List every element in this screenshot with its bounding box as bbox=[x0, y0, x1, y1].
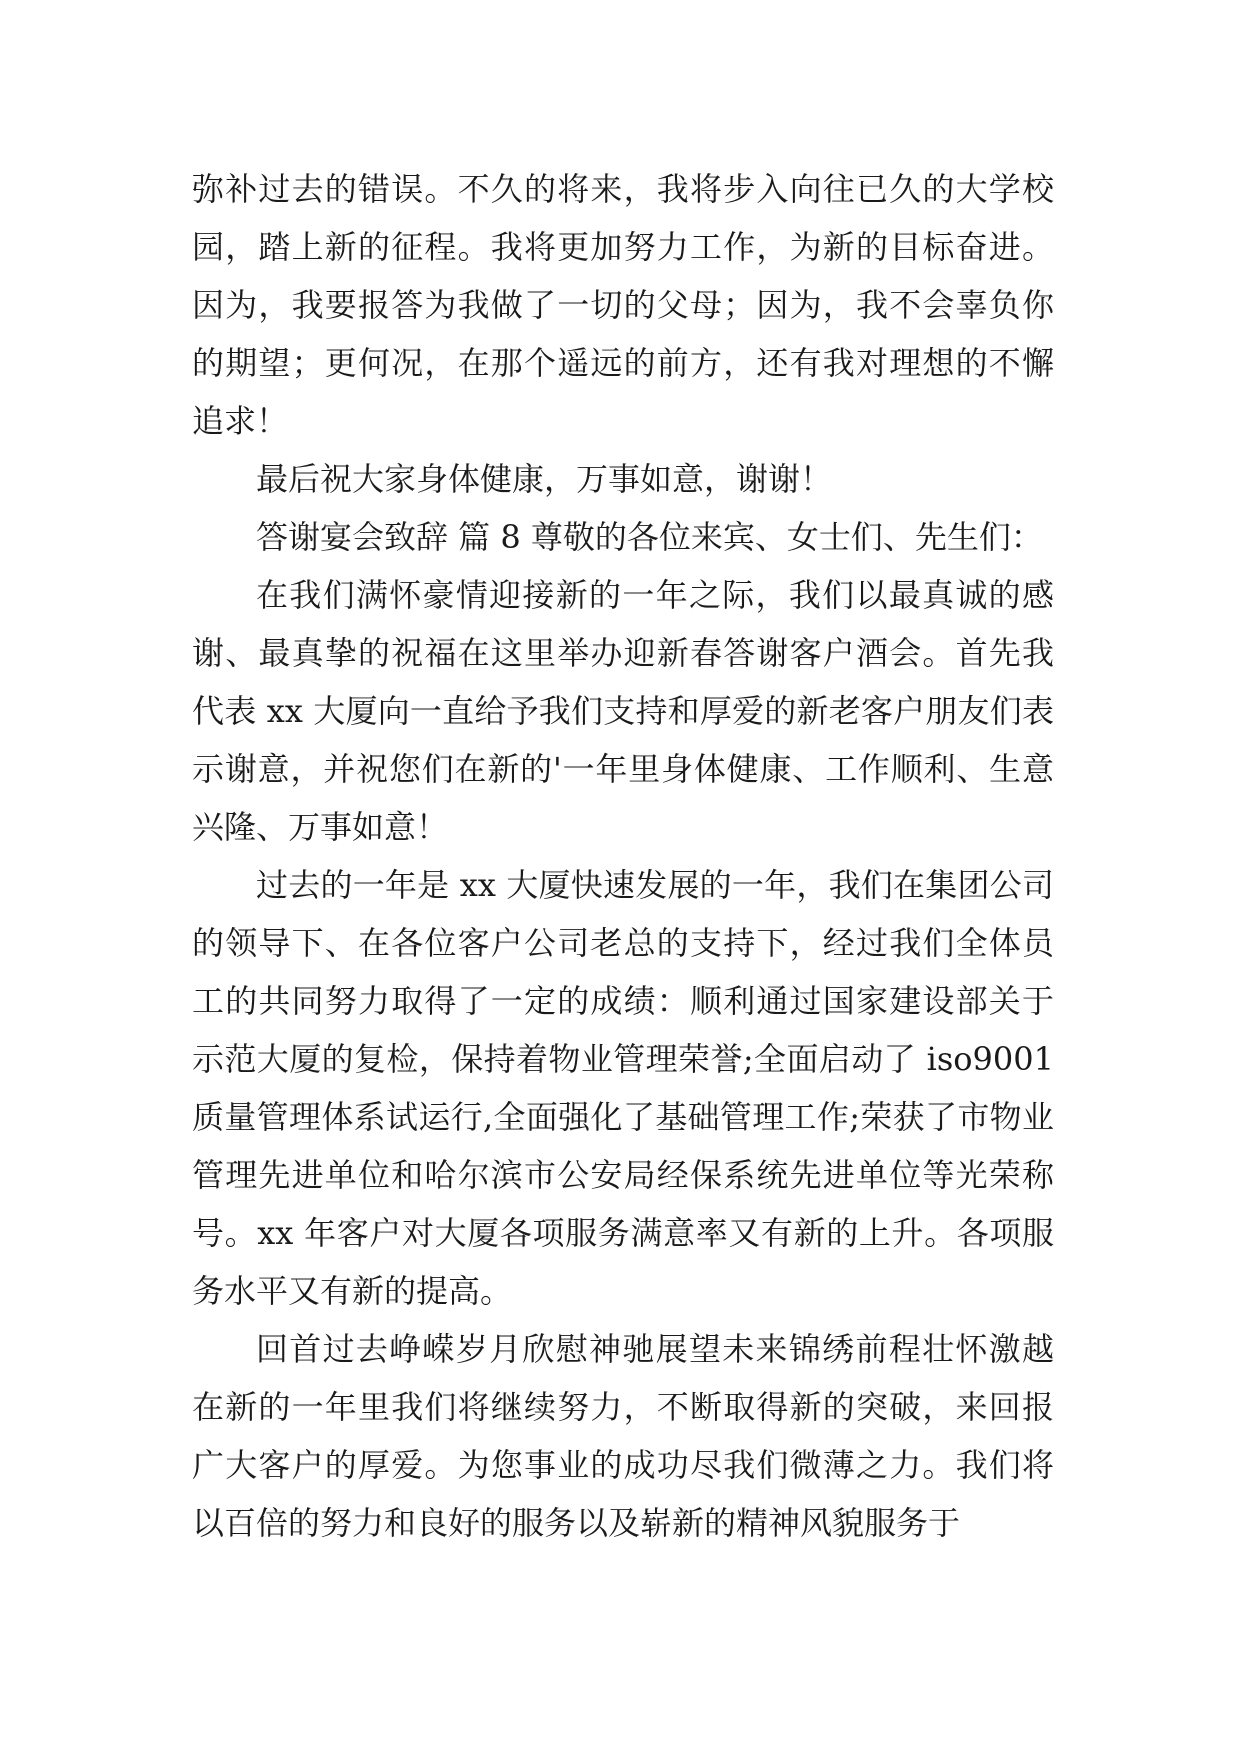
paragraph-section-heading: 答谢宴会致辞 篇 8 尊敬的各位来宾、女士们、先生们： bbox=[256, 518, 1043, 556]
paragraph-opening: 在我们满怀豪情迎接新的一年之际，我们以最真诚的感谢、最真挚的祝福在这里举办迎新春答谢客户酒会。首先我代表 xx 大厦向一直给予我们支持和厚爱的新老客户朋友们表示谢意，并祝您们在新的'一年里身体健康、工作顺利、生意兴隆、万事如意！ bbox=[192, 576, 1054, 846]
paragraph-looking-forward: 回首过去峥嵘岁月欣慰神驰展望未来锦绣前程壮怀激越在新的一年里我们将继续努力，不断取得新的突破，来回报广大客户的厚爱。为您事业的成功尽我们微薄之力。我们将以百倍的努力和良好的服务以及崭新的精神风貌服务于 bbox=[192, 1330, 1054, 1542]
paragraph-closing-wishes: 最后祝大家身体健康，万事如意，谢谢！ bbox=[256, 460, 833, 498]
paragraph-continuation: 弥补过去的错误。不久的将来，我将步入向往已久的大学校园，踏上新的征程。我将更加努力工作，为新的目标奋进。因为，我要报答为我做了一切的父母；因为，我不会辜负你的期望；更何况，在那个遥远的前方，还有我对理想的不懈追求！ bbox=[192, 170, 1054, 440]
document-body bbox=[192, 160, 1054, 1552]
paragraph-past-year: 过去的一年是 xx 大厦快速发展的一年，我们在集团公司的领导下、在各位客户公司老总的支持下，经过我们全体员工的共同努力取得了一定的成绩：顺利通过国家建设部关于示范大厦的复检，保持着物业管理荣誉;全面启动了 iso9001 质量管理体系试运行,全面强化了基础管理工作;荣获了市物业管理先进单位和哈尔滨市公安局经保系统先进单位等光荣称号。xx 年客户对大厦各项服务满意率又有新的上升。各项服务水平又有新的提高。 bbox=[192, 866, 1054, 1310]
